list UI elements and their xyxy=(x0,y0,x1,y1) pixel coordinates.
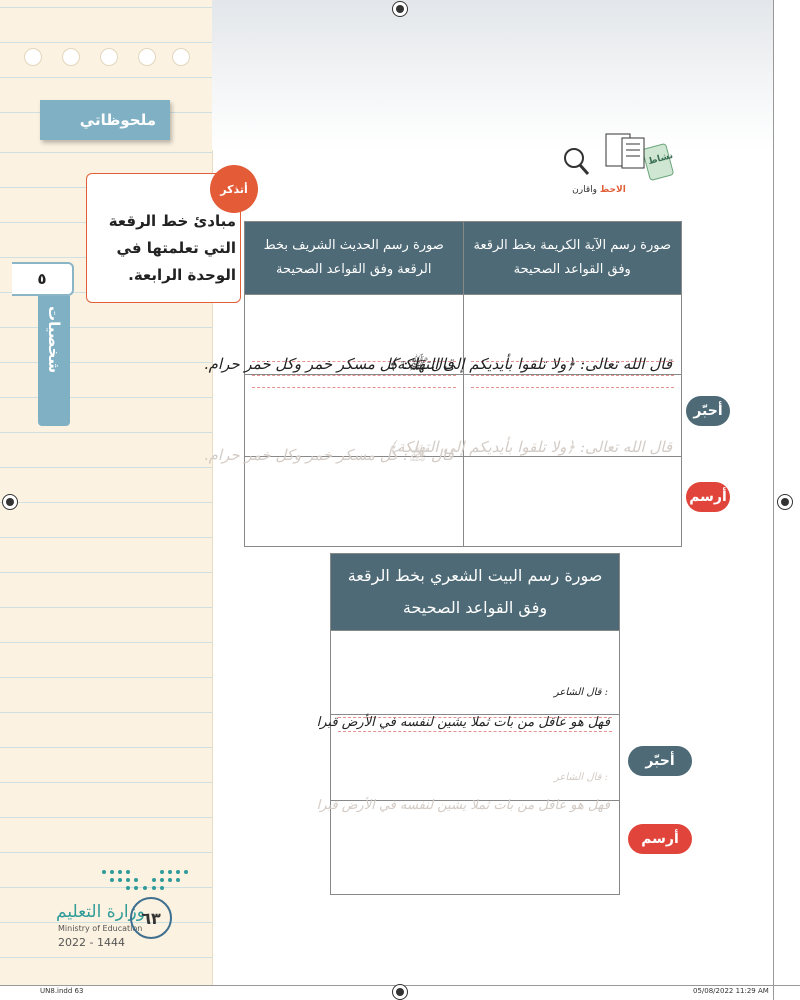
remember-text: مبادئ خط الرقعة التي تعلمتها في الوحدة الرابعة. xyxy=(108,212,236,284)
hadith-sample: قال ﷺ: كل مسكر خمر وكل خمر حرام. xyxy=(203,354,454,373)
binder-hole xyxy=(100,48,118,66)
calligraphy-practice-table xyxy=(203,221,682,547)
ink-button[interactable]: أحبّر xyxy=(686,396,730,426)
trim-line xyxy=(773,0,774,1000)
draw-cell[interactable] xyxy=(245,457,464,547)
notebook-sidebar xyxy=(0,0,213,985)
unit-title: شخصيات xyxy=(45,306,63,374)
poet-label: قال الشاعر : xyxy=(553,686,608,698)
ink-button[interactable]: أحبّر xyxy=(628,746,692,776)
compare-label: واقارن xyxy=(572,185,598,195)
table-header: صورة رسم الحديث الشريف بخط الرقعة وفق القواعد الصحيحة xyxy=(245,222,464,295)
ministry-logo-icon xyxy=(100,866,190,896)
verse-sample: قال الله تعالى: ﴿ولا تلقوا بأيديكم إلى التهلكة﴾ xyxy=(388,354,672,373)
registration-mark-icon xyxy=(2,494,18,510)
ministry-name: وزارة التعليم xyxy=(56,902,145,922)
registration-mark-icon xyxy=(777,494,793,510)
observe-label: الاحظ xyxy=(599,185,626,195)
draw-cell[interactable] xyxy=(331,801,620,895)
draw-button[interactable]: أرسم xyxy=(628,824,692,854)
draw-button[interactable]: أرسم xyxy=(686,482,730,512)
file-slug: UN8.indd 63 xyxy=(40,987,84,995)
binder-hole xyxy=(24,48,42,66)
sample-cell xyxy=(388,295,682,375)
date-slug: 05/08/2022 11:29 AM xyxy=(693,987,769,995)
observe-compare-label xyxy=(564,185,634,195)
activity-badge: نشاط xyxy=(647,150,675,168)
sample-cell xyxy=(316,631,620,730)
registration-mark-icon xyxy=(392,984,408,1000)
binder-hole xyxy=(172,48,190,66)
ministry-year: 2022 - 1444 xyxy=(58,936,125,949)
table-header: صورة رسم الآية الكريمة بخط الرقعة وفق القواعد الصحيحة xyxy=(463,222,682,295)
table-header: صورة رسم البيت الشعري بخط الرقعة وفق القواعد الصحيحة xyxy=(331,554,620,631)
ministry-english: Ministry of Education xyxy=(58,924,143,933)
verse-trace: قال الله تعالى: ﴿ولا تلقوا بأيديكم إلى التهلكة﴾ xyxy=(388,437,672,456)
unit-number: ٥ xyxy=(12,262,74,296)
binder-hole xyxy=(138,48,156,66)
poetry-practice-table xyxy=(316,553,620,895)
poet-trace: قال الشاعر : xyxy=(553,771,608,783)
unit-title-tab xyxy=(38,296,70,426)
poem-sample: فهل هو عاقل من بات ثملا يشين لنفسه في الأرض قبرا xyxy=(316,714,610,730)
registration-mark-icon xyxy=(392,1,408,17)
poem-trace: فهل هو عاقل من بات ثملا يشين لنفسه في الأرض قبرا xyxy=(316,797,610,813)
remember-badge: أتذكر xyxy=(210,165,258,213)
notes-title: ملحوظاتي xyxy=(79,111,156,129)
hadith-trace: قال ﷺ: كل مسكر خمر وكل خمر حرام. xyxy=(203,445,454,464)
page-header-band xyxy=(212,0,774,150)
binder-hole xyxy=(62,48,80,66)
notes-title-tab xyxy=(40,100,170,140)
page-number: ٦٣ xyxy=(130,897,172,939)
draw-cell[interactable] xyxy=(463,457,682,547)
